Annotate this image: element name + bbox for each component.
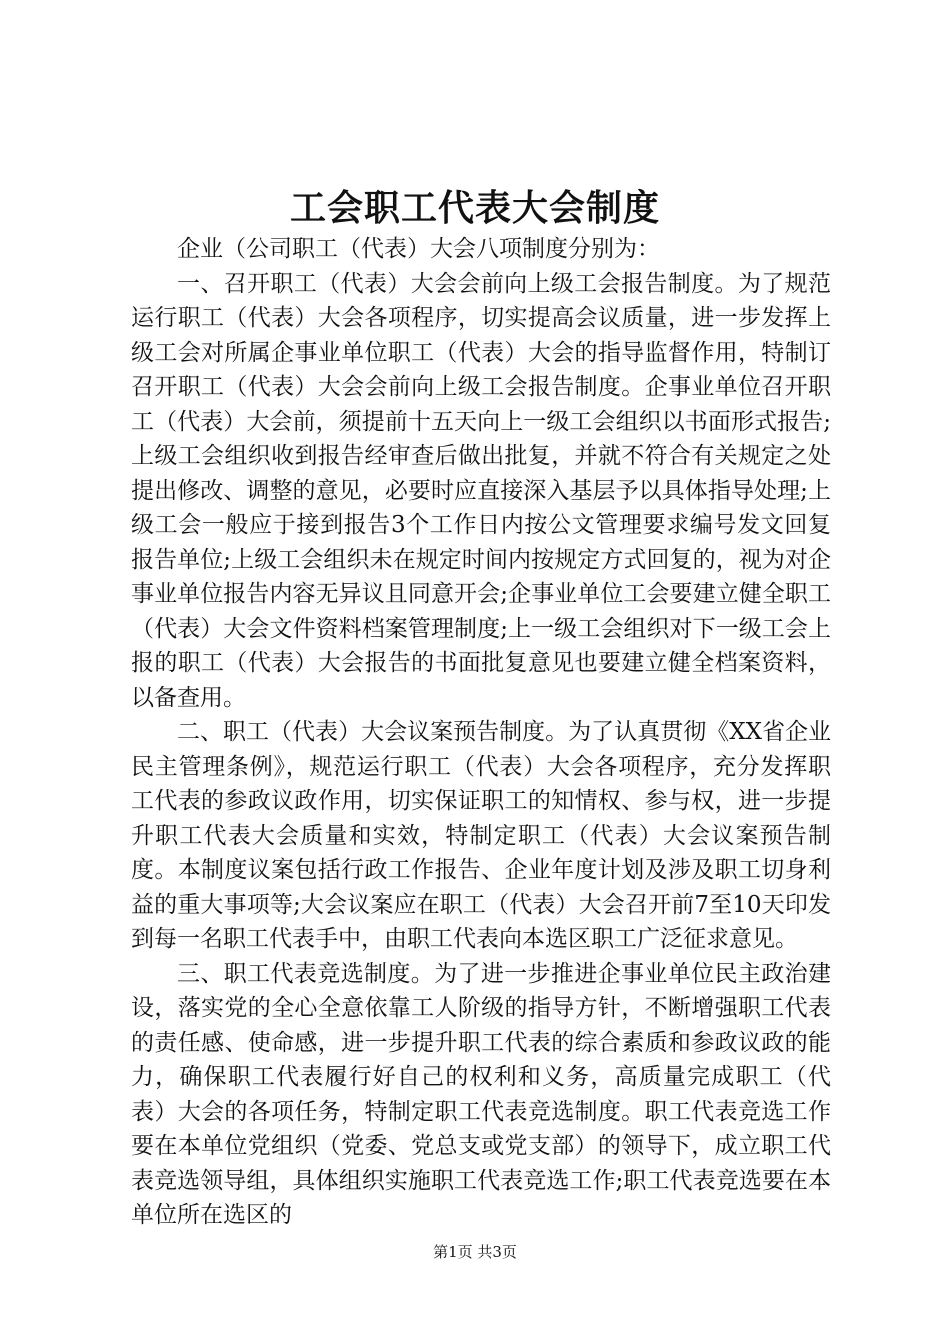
- paragraph-section-2: 二、职工（代表）大会议案预告制度。为了认真贯彻《XX省企业民主管理条例》，规范运行职工（代表）大会各项程序，充分发挥职工代表的参政议政作用，切实保证职工的知情权、参与权，进一步提升职工代表大会质量和实效，特制定职工（代表）大会议案预告制度。本制度议案包括行政工作报告、企业年度计划及涉及职工切身利益的重大事项等;大会议案应在职工（代表）大会召开前7至10天印发到每一名职工代表手中，由职工代表向本选区职工广泛征求意见。: [131, 719, 831, 952]
- paragraph-section-1: 一、召开职工（代表）大会会前向上级工会报告制度。为了规范运行职工（代表）大会各项程序，切实提高会议质量，进一步发挥上级工会对所属企事业单位职工（代表）大会的指导监督作用，特制订召开职工（代表）大会会前向上级工会报告制度。企事业单位召开职工（代表）大会前，须提前十五天向上一级工会组织以书面形式报告;上级工会组织收到报告经审查后做出批复，并就不符合有关规定之处提出修改、调整的意见，必要时应直接深入基层予以具体指导处理;上级工会一般应于接到报告3个工作日内按公文管理要求编号发文回复报告单位;上级工会组织未在规定时间内按规定方式回复的，视为对企事业单位报告内容无异议且同意开会;企事业单位工会要建立健全职工（代表）大会文件资料档案管理制度;上一级工会组织对下一级工会上报的职工（代表）大会报告的书面批复意见也要建立健全档案资料，以备查用。: [131, 270, 831, 711]
- paragraph-intro: 企业（公司职工（代表）大会八项制度分别为：: [177, 236, 660, 262]
- document-title: 工会职工代表大会制度: [289, 187, 660, 229]
- paragraph-section-3: 三、职工代表竞选制度。为了进一步推进企事业单位民主政治建设，落实党的全心全意依靠工人阶级的指导方针，不断增强职工代表的责任感、使命感，进一步提升职工代表的综合素质和参政议政的能力，确保职工代表履行好自己的权利和义务，高质量完成职工（代表）大会的各项任务，特制定职工代表竞选制度。职工代表竞选工作要在本单位党组织（党委、党总支或党支部）的领导下，成立职工代表竞选领导组，具体组织实施职工代表竞选工作;职工代表竞选要在本单位所在选区的: [131, 960, 831, 1228]
- page-number-footer: 第1页 共3页: [433, 1243, 517, 1261]
- document-body: [131, 232, 831, 1233]
